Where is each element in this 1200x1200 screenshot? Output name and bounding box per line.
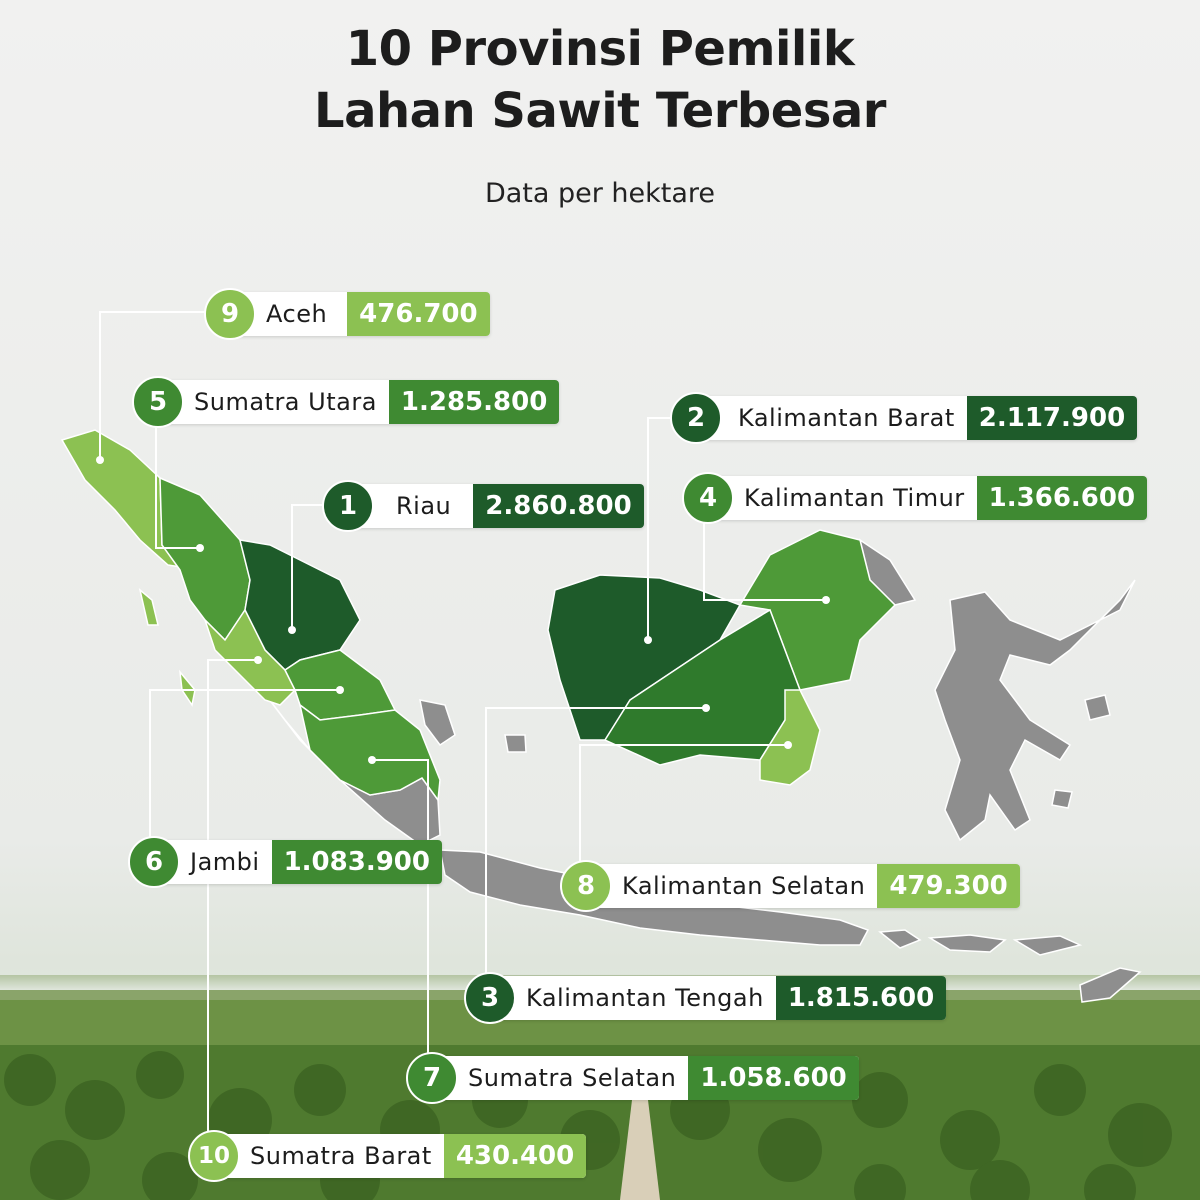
subtitle: Data per hektare	[484, 178, 716, 209]
province-value: 1.366.600	[977, 476, 1147, 520]
province-value: 1.815.600	[776, 976, 946, 1020]
province-value: 1.083.900	[272, 840, 442, 884]
label-sumatra-utara	[148, 380, 559, 424]
rank-badge: 7	[406, 1052, 458, 1104]
title-line-2: Lahan Sawit Terbesar	[314, 83, 886, 139]
leader-dot-jambi	[336, 686, 344, 694]
leader-dot-riau	[288, 626, 296, 634]
leader-dot-aceh	[96, 456, 104, 464]
rank-badge: 9	[204, 288, 256, 340]
province-value: 430.400	[444, 1134, 586, 1178]
province-name: Sumatra Barat	[250, 1142, 432, 1170]
leader-dot-sumatra-selatan	[368, 756, 376, 764]
rank-badge: 5	[132, 376, 184, 428]
label-kalimantan-selatan	[576, 864, 1020, 908]
rank-badge: 8	[560, 860, 612, 912]
label-sumatra-barat	[197, 1134, 586, 1178]
province-name: Aceh	[266, 300, 328, 328]
province-name: Riau	[396, 492, 452, 520]
province-value: 2.860.800	[473, 484, 643, 528]
bali-nusa	[880, 930, 1080, 955]
label-jambi	[144, 840, 442, 884]
province-value: 1.285.800	[389, 380, 559, 424]
label-riau	[338, 484, 644, 528]
province-name: Kalimantan Tengah	[526, 984, 764, 1012]
leader-dot-sumatra-utara	[196, 544, 204, 552]
leader-dot-kalimantan-timur	[822, 596, 830, 604]
nias-island	[140, 590, 195, 705]
leader-dot-sumatra-barat	[254, 656, 262, 664]
province-name: Kalimantan Selatan	[622, 872, 866, 900]
label-kalimantan-barat	[686, 396, 1137, 440]
label-aceh	[220, 292, 490, 336]
rank-badge: 6	[128, 836, 180, 888]
province-sumatra-utara	[160, 478, 250, 640]
leader-dot-kalimantan-tengah	[702, 704, 710, 712]
province-name: Sumatra Utara	[194, 388, 377, 416]
province-value: 1.058.600	[688, 1056, 858, 1100]
province-value: 2.117.900	[967, 396, 1137, 440]
label-sumatra-selatan	[422, 1056, 859, 1100]
rank-badge: 4	[682, 472, 734, 524]
belitung	[505, 735, 526, 752]
province-name: Kalimantan Timur	[744, 484, 965, 512]
province-name: Sumatra Selatan	[468, 1064, 677, 1092]
rank-badge: 3	[464, 972, 516, 1024]
leader-dot-kalimantan-selatan	[784, 741, 792, 749]
province-name: Jambi	[190, 848, 260, 876]
label-kalimantan-tengah	[480, 976, 946, 1020]
leader-dot-kalimantan-barat	[644, 636, 652, 644]
bangka	[420, 700, 455, 745]
rank-badge: 1	[322, 480, 374, 532]
province-name: Kalimantan Barat	[738, 404, 955, 432]
title-line-1: 10 Provinsi Pemilik	[345, 21, 855, 77]
province-value: 476.700	[347, 292, 489, 336]
province-value: 479.300	[877, 864, 1019, 908]
rank-badge: 2	[670, 392, 722, 444]
rank-badge: 10	[188, 1130, 240, 1182]
label-kalimantan-timur	[698, 476, 1147, 520]
